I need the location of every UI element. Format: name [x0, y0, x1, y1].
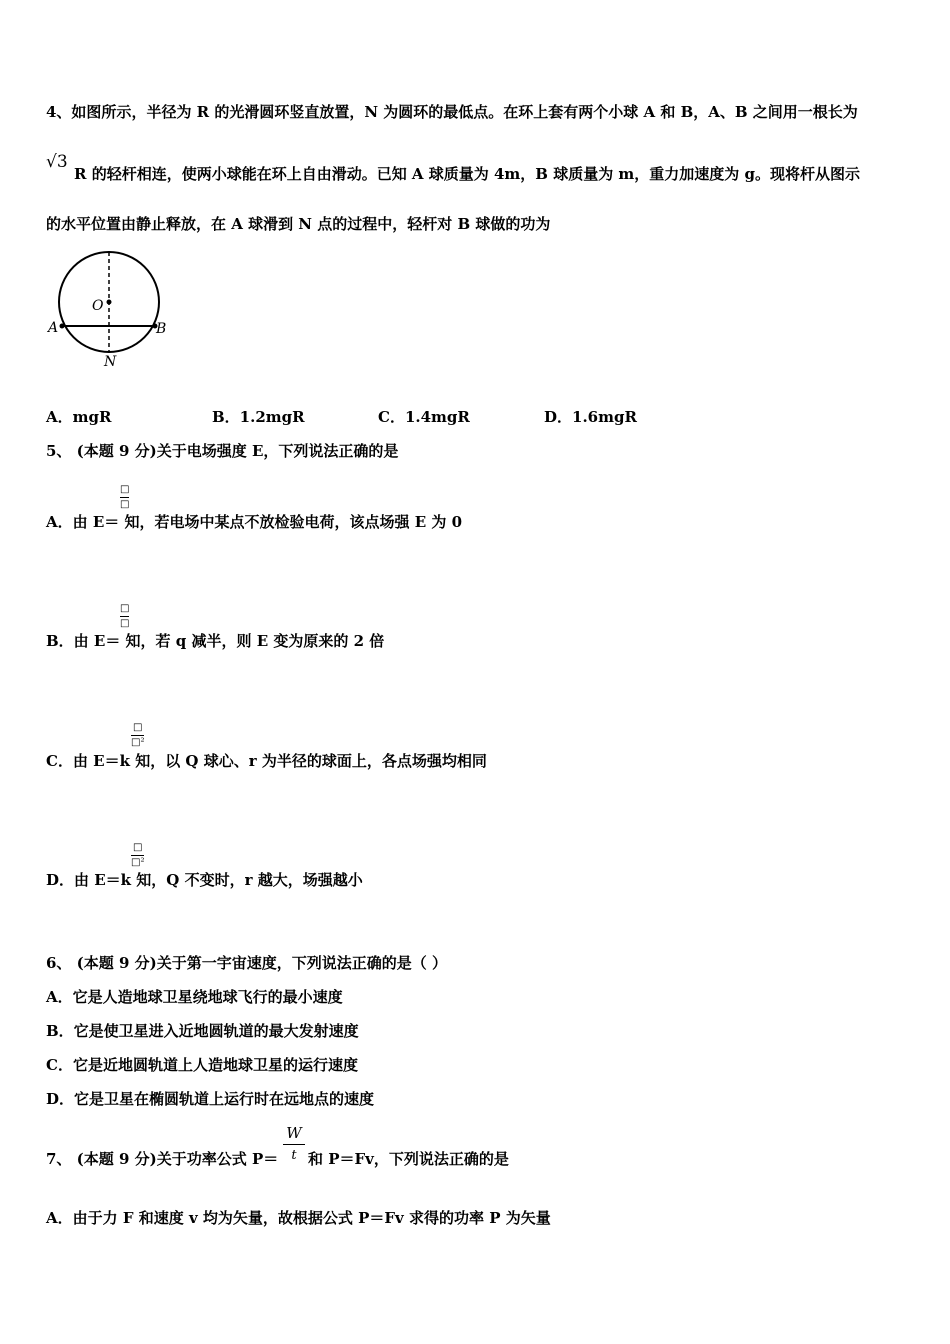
label-a: A — [48, 320, 59, 336]
q6-option-c[interactable]: C．它是近地圆轨道上人造地球卫星的运行速度 — [46, 1056, 358, 1074]
q7-option-a[interactable]: A．由于力 F 和速度 v 均为矢量，故根据公式 P＝Fv 求得的功率 P 为矢量 — [46, 1209, 551, 1227]
q4-line3: 的水平位置由静止释放，在 A 球滑到 N 点的过程中，轻杆对 B 球做的功为 — [46, 215, 551, 233]
q5-option-b[interactable]: B．由 E＝ 知，若 q 减半，则 E 变为原来的 2 倍 — [46, 632, 385, 650]
q5-option-c[interactable]: C．由 E＝k 知，以 Q 球心、r 为半径的球面上，各点场强均相同 — [46, 752, 487, 770]
q5-c-fraction: □ □² — [131, 722, 145, 748]
q5-option-d[interactable]: D．由 E＝k 知，Q 不变时，r 越大，场强越小 — [46, 871, 363, 889]
q7-fraction: W t — [283, 1124, 305, 1165]
q4-option-d[interactable]: D．1.6mgR — [544, 408, 637, 426]
q6-option-a[interactable]: A．它是人造地球卫星绕地球飞行的最小速度 — [46, 988, 343, 1006]
label-b: B — [156, 321, 167, 337]
q4-option-c[interactable]: C．1.4mgR — [378, 408, 470, 426]
q4-option-b[interactable]: B．1.2mgR — [212, 408, 305, 426]
sqrt3-symbol: √3 — [46, 152, 68, 172]
q7-stem-b: 和 P＝Fv，下列说法正确的是 — [308, 1150, 509, 1168]
q6-stem: 6、 (本题 9 分)关于第一宇宙速度，下列说法正确的是（ ） — [46, 954, 447, 972]
label-o: O — [92, 298, 104, 314]
q7-stem-a: 7、 (本题 9 分)关于功率公式 P＝ — [46, 1150, 279, 1168]
q6-option-b[interactable]: B．它是使卫星进入近地圆轨道的最大发射速度 — [46, 1022, 359, 1040]
label-n: N — [104, 354, 117, 370]
q5-d-fraction: □ □² — [131, 842, 145, 868]
circle-figure — [44, 250, 174, 372]
q5-b-fraction: □ □ — [120, 603, 130, 629]
q5-a-fraction: □ □ — [120, 484, 130, 510]
q4-options — [46, 406, 926, 427]
q4-option-a[interactable]: A．mgR — [46, 408, 112, 426]
q4-line2: R 的轻杆相连，使两小球能在环上自由滑动。已知 A 球质量为 4m，B 球质量为 m，重力加速度为 g。现将杆从图示 — [74, 165, 861, 183]
q6-option-d[interactable]: D．它是卫星在椭圆轨道上运行时在远地点的速度 — [46, 1090, 375, 1108]
q4-line1: 4、如图所示，半径为 R 的光滑圆环竖直放置，N 为圆环的最低点。在环上套有两个小球 A 和 B，A、B 之间用一根长为 — [46, 103, 858, 121]
q5-option-a[interactable]: A．由 E＝ 知，若电场中某点不放检验电荷，该点场强 E 为 0 — [46, 513, 463, 531]
q5-stem: 5、 (本题 9 分)关于电场强度 E，下列说法正确的是 — [46, 442, 399, 460]
